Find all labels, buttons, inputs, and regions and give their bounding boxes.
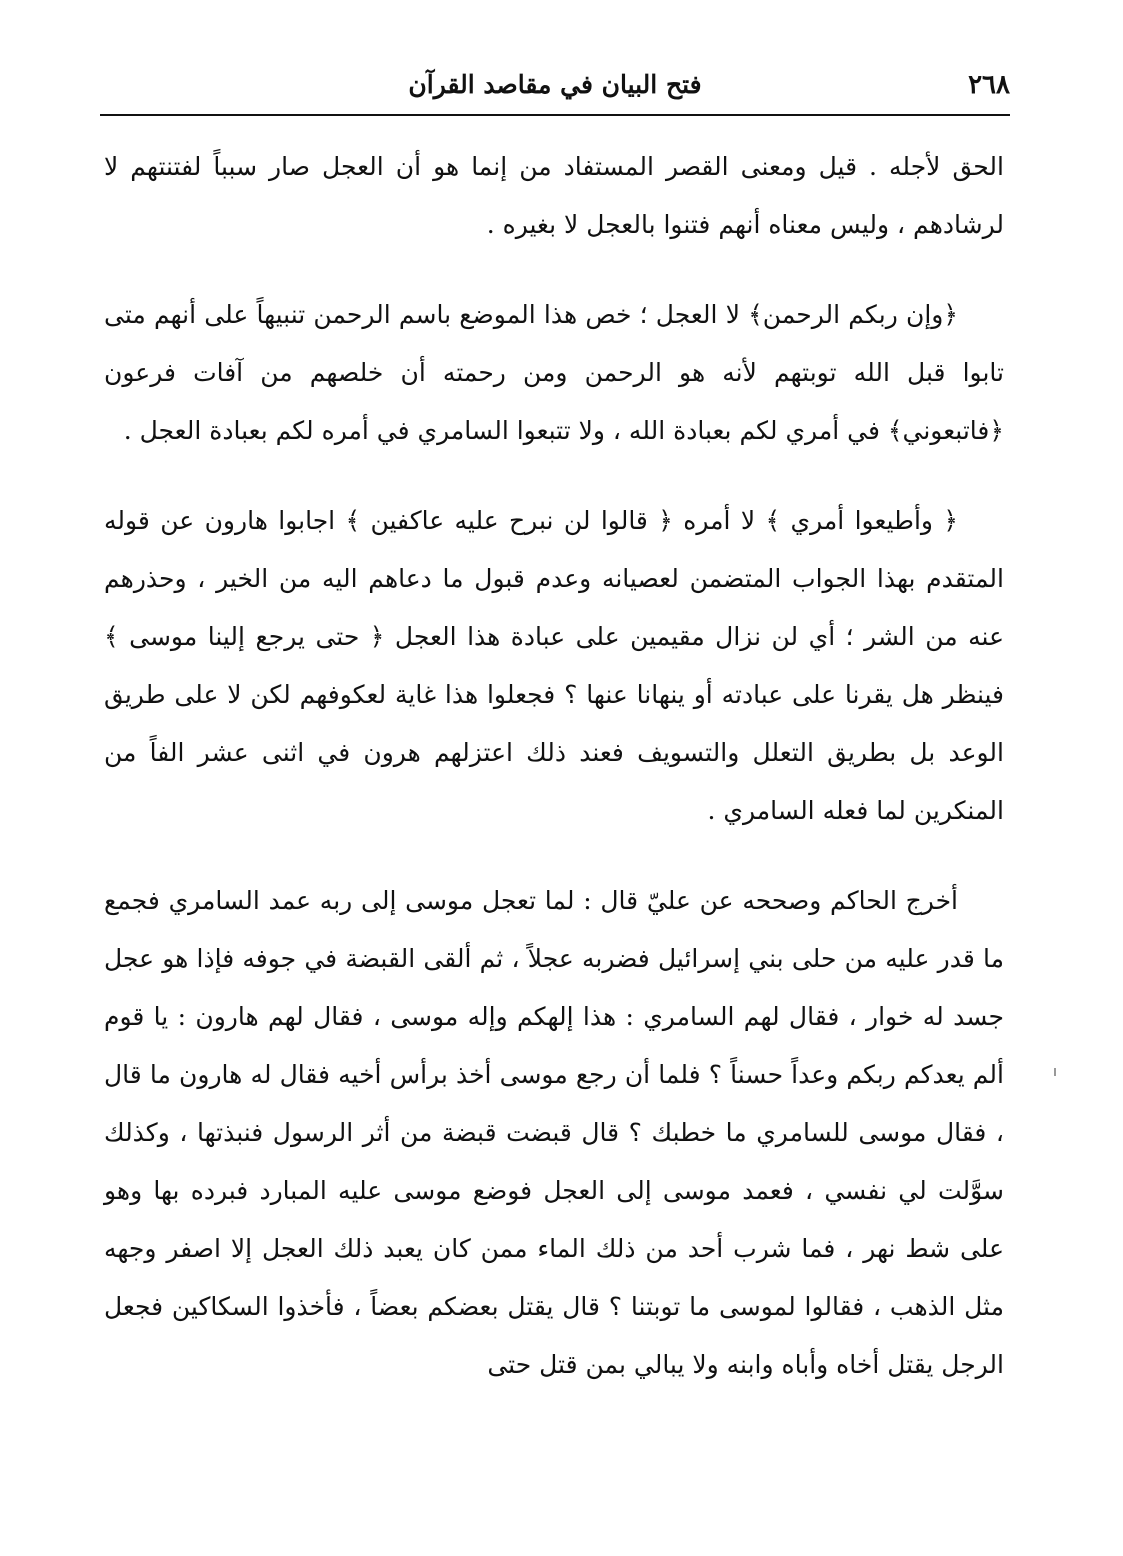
paragraph-4: أخرج الحاكم وصححه عن عليّ قال : لما تعجل موسى إلى ربه عمد السامري فجمع ما قدر عليه من حلى بني إسرائيل فضربه عجلاً ، ثم ألقى القبضة في جوفه فإذا هو عجل جسد له خوار ، فقال لهم السامري : هذا إلهكم وإله موسى ، فقال لهم هارون : يا قوم ألم يعدكم ربكم وعداً حسناً ؟ فلما أن رجع موسى أخذ برأس أخيه فقال له هارون ما قال ، فقال موسى للسامري ما خطبك ؟ قال قبضت قبضة من أثر الرسول فنبذتها ، وكذلك سوَّلت لي نفسي ، فعمد موسى إلى العجل فوضع موسى عليه المبارد فبرده بها وهو على شط نهر ، فما شرب أحد من ذلك الماء ممن كان يعبد ذلك العجل إلا اصفر وجهه مثل الذهب ، فقالوا لموسى ما توبتنا ؟ قال يقتل بعضكم بعضاً ، فأخذوا السكاكين فجعل الرجل يقتل أخاه وأباه وابنه ولا يبالي بمن قتل حتى <box>104 886 1005 1379</box>
paragraph-1: الحق لأجله . قيل ومعنى القصر المستفاد من إنما هو أن العجل صار سبباً لفتنتهم لا لرشادهم ، وليس معناه أنهم فتنوا بالعجل لا بغيره . <box>104 152 1004 239</box>
main-text <box>104 138 1004 1394</box>
paragraph-2: ﴿وإن ربكم الرحمن﴾ لا العجل ؛ خص هذا الموضع باسم الرحمن تنبيهاً على أنهم متى تابوا قبل الله توبتهم لأنه هو الرحمن ومن رحمته أن خلصهم من آفات فرعون ﴿فاتبعوني﴾ في أمري لكم بعبادة الله ، ولا تتبعوا السامري في أمره لكم بعبادة العجل . <box>104 300 1004 445</box>
page-number: ٢٦٨ <box>968 70 1010 100</box>
running-header <box>100 64 1010 110</box>
scan-speck <box>1054 1068 1056 1076</box>
paragraph-3: ﴿ وأطيعوا أمري ﴾ لا أمره ﴿ قالوا لن نبرح عليه عاكفين ﴾ اجابوا هارون عن قوله المتقدم بهذا الجواب المتضمن لعصيانه وعدم قبول ما دعاهم اليه من الخير ، وحذرهم عنه من الشر ؛ أي لن نزال مقيمين على عبادة هذا العجل ﴿ حتى يرجع إلينا موسى ﴾ فينظر هل يقرنا على عبادته أو ينهانا عنها ؟ فجعلوا هذا غاية لعكوفهم لكن لا على طريق الوعد بل بطريق التعلل والتسويف فعند ذلك اعتزلهم هرون في اثنى عشر الفاً من المنكرين لما فعله السامري . <box>104 506 1004 825</box>
book-title: فتح البيان في مقاصد القرآن <box>408 70 702 99</box>
header-rule <box>100 114 1010 116</box>
